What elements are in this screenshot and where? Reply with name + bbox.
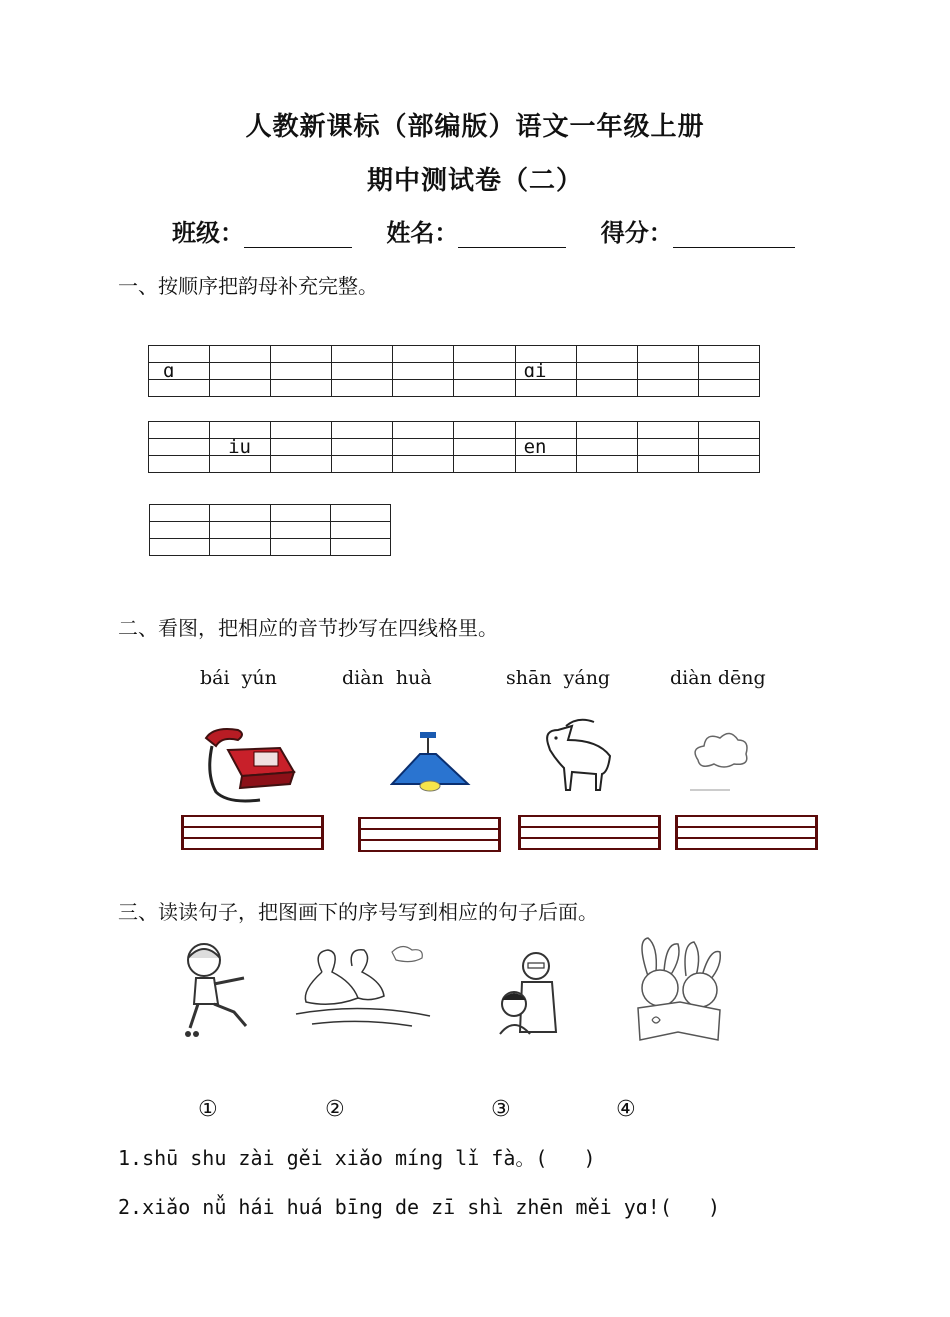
four-line-grid-2[interactable] xyxy=(358,817,501,852)
page-title: 人教新课标（部编版）语文一年级上册 xyxy=(245,112,705,142)
name-label: 姓名： xyxy=(386,219,459,247)
grid-cell[interactable] xyxy=(271,363,332,380)
sentence-2: 2.xiǎo nǚ hái huá bīng de zī shì zhēn měi yɑ!( ) xyxy=(118,1195,721,1219)
number-2: ② xyxy=(325,1097,345,1122)
section3-heading: 三、读读句子，把图画下的序号写到相应的句子后面。 xyxy=(118,900,598,924)
student-info xyxy=(172,213,795,248)
grid-cell[interactable] xyxy=(698,363,759,380)
grid-cell[interactable]: ɑi xyxy=(515,363,576,380)
lamp-image xyxy=(390,730,472,796)
grid-cell[interactable] xyxy=(332,363,393,380)
grid-cell[interactable] xyxy=(393,363,454,380)
vowel-grid-2 xyxy=(148,421,760,473)
four-line-grid-4[interactable] xyxy=(675,815,818,850)
sentence-1: 1.shū shu zài gěi xiǎo míng lǐ fà。( ) xyxy=(118,1146,596,1170)
score-label: 得分： xyxy=(600,219,673,247)
skater-image xyxy=(174,938,262,1042)
grid-cell[interactable] xyxy=(576,363,637,380)
name-blank[interactable] xyxy=(458,221,566,248)
score-blank[interactable] xyxy=(673,221,795,248)
grid-cell[interactable]: ɑ xyxy=(149,363,210,380)
section2-heading: 二、看图，把相应的音节抄写在四线格里。 xyxy=(118,616,498,640)
grid-cell[interactable] xyxy=(576,439,637,456)
cloud-image xyxy=(688,726,754,794)
syllable-shanyang: shān yáng xyxy=(506,667,611,689)
syllable-dianhua: diàn huà xyxy=(342,667,432,689)
grid-cell[interactable]: en xyxy=(515,439,576,456)
grid-cell[interactable] xyxy=(454,439,515,456)
grid-cell[interactable] xyxy=(271,439,332,456)
grid-cell[interactable] xyxy=(637,363,698,380)
swans-image xyxy=(292,942,432,1032)
grid-cell[interactable] xyxy=(637,439,698,456)
grid-cell[interactable] xyxy=(698,439,759,456)
grid-cell[interactable] xyxy=(332,439,393,456)
goat-image xyxy=(538,716,620,796)
vowel-grid-3 xyxy=(149,504,391,556)
number-3: ③ xyxy=(491,1097,511,1122)
grid-cell[interactable]: iu xyxy=(210,439,271,456)
four-line-grid-3[interactable] xyxy=(518,815,661,850)
syllable-diandeng: diàn dēng xyxy=(670,667,766,689)
barber-image xyxy=(494,946,564,1036)
number-1: ① xyxy=(198,1097,218,1122)
telephone-image xyxy=(198,722,298,804)
class-label: 班级： xyxy=(172,219,244,247)
grid-cell[interactable] xyxy=(393,439,454,456)
section1-heading: 一、按顺序把韵母补充完整。 xyxy=(118,274,378,298)
page-subtitle: 期中测试卷（二） xyxy=(366,166,583,196)
syllable-baiyun: bái yún xyxy=(200,667,277,689)
grid-cell[interactable] xyxy=(454,363,515,380)
rabbits-reading-image xyxy=(626,936,726,1044)
number-4: ④ xyxy=(616,1097,636,1122)
vowel-grid-1 xyxy=(148,345,760,397)
four-line-grid-1[interactable] xyxy=(181,815,324,850)
class-blank[interactable] xyxy=(244,221,352,248)
grid-cell[interactable] xyxy=(149,439,210,456)
grid-cell[interactable] xyxy=(210,363,271,380)
